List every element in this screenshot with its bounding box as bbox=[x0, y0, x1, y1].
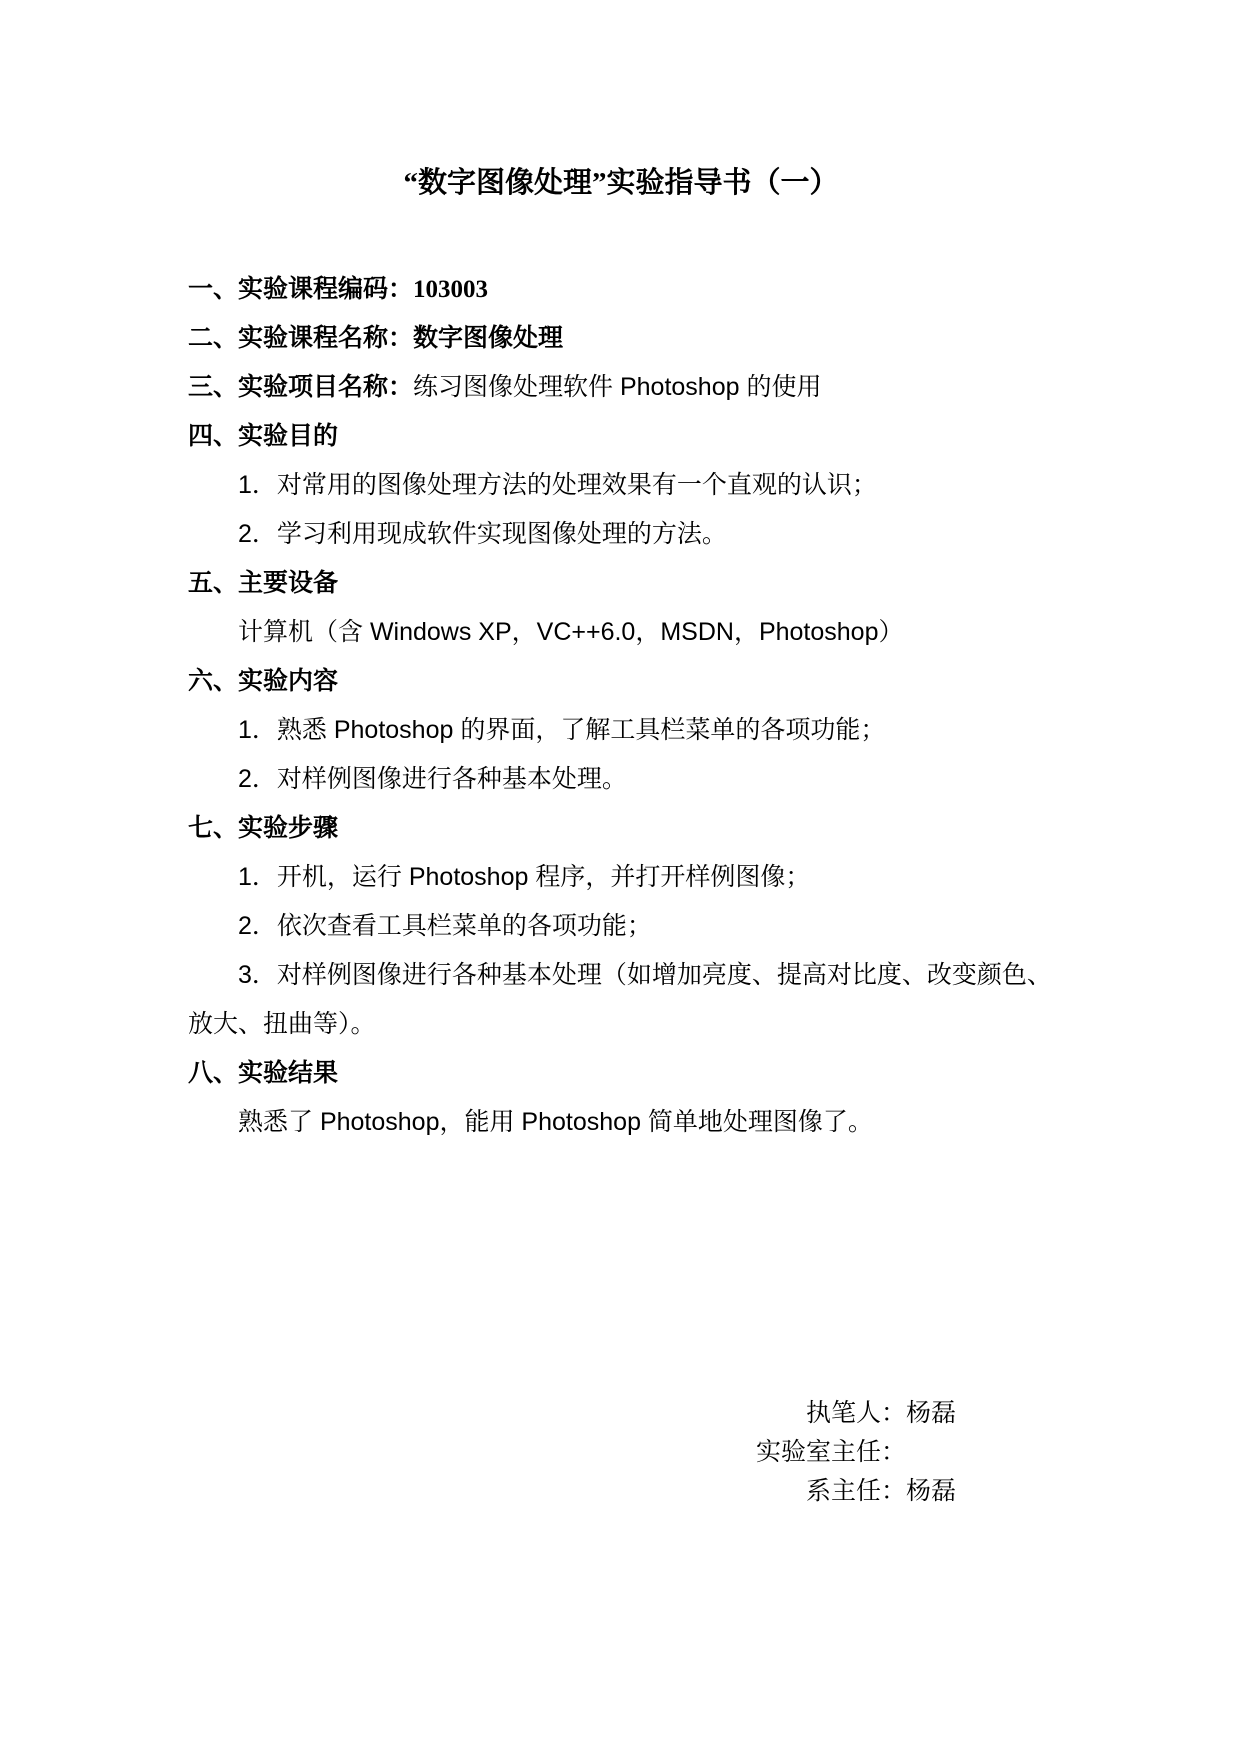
course-code-label: 一、实验课程编码： bbox=[188, 275, 414, 303]
project-name-value: 练习图像处理软件 Photoshop 的使用 bbox=[413, 373, 822, 401]
step-item-3-line-1: 3．对样例图像进行各种基本处理（如增加亮度、提高对比度、改变颜色、 bbox=[238, 961, 1052, 989]
signature-block bbox=[756, 1394, 956, 1511]
author-row bbox=[756, 1394, 956, 1433]
result-heading: 八、实验结果 bbox=[188, 1059, 339, 1087]
lab-director-label: 实验室主任： bbox=[756, 1438, 907, 1466]
course-name-line bbox=[188, 314, 1054, 363]
project-name-label: 三、实验项目名称： bbox=[188, 373, 414, 401]
step-item-3-line-2: 放大、扭曲等）。 bbox=[188, 1010, 376, 1038]
department-head-name: 杨磊 bbox=[906, 1477, 957, 1505]
equipment-text: 计算机（含 Windows XP，VC++6.0，MSDN，Photoshop） bbox=[238, 618, 904, 646]
course-name-label: 二、实验课程名称： bbox=[188, 324, 414, 352]
step-item: 1．开机，运行 Photoshop 程序，并打开样例图像； bbox=[238, 863, 811, 891]
document-body bbox=[188, 265, 1054, 1147]
course-name-value: 数字图像处理 bbox=[413, 324, 564, 352]
steps-heading: 七、实验步骤 bbox=[188, 814, 339, 842]
project-name-line bbox=[188, 363, 1054, 412]
department-head-row bbox=[756, 1472, 956, 1511]
content-item: 2．对样例图像进行各种基本处理。 bbox=[238, 765, 627, 793]
step-item: 2．依次查看工具栏菜单的各项功能； bbox=[238, 912, 652, 940]
purpose-item: 1．对常用的图像处理方法的处理效果有一个直观的认识； bbox=[238, 471, 877, 499]
lab-director-row bbox=[756, 1433, 956, 1472]
equipment-heading: 五、主要设备 bbox=[188, 569, 339, 597]
course-code-line bbox=[188, 265, 1054, 314]
author-label: 执笔人： bbox=[805, 1399, 906, 1427]
purpose-item: 2．学习利用现成软件实现图像处理的方法。 bbox=[238, 520, 727, 548]
course-code-value: 103003 bbox=[413, 276, 489, 303]
department-head-label: 系主任： bbox=[805, 1477, 906, 1505]
content-heading: 六、实验内容 bbox=[188, 667, 339, 695]
purpose-heading: 四、实验目的 bbox=[188, 422, 339, 450]
result-text: 熟悉了 Photoshop，能用 Photoshop 简单地处理图像了。 bbox=[238, 1108, 873, 1136]
content-item: 1．熟悉 Photoshop 的界面，了解工具栏菜单的各项功能； bbox=[238, 716, 886, 744]
author-name: 杨磊 bbox=[906, 1399, 957, 1427]
document-title: “数字图像处理”实验指导书（一） bbox=[403, 167, 839, 199]
